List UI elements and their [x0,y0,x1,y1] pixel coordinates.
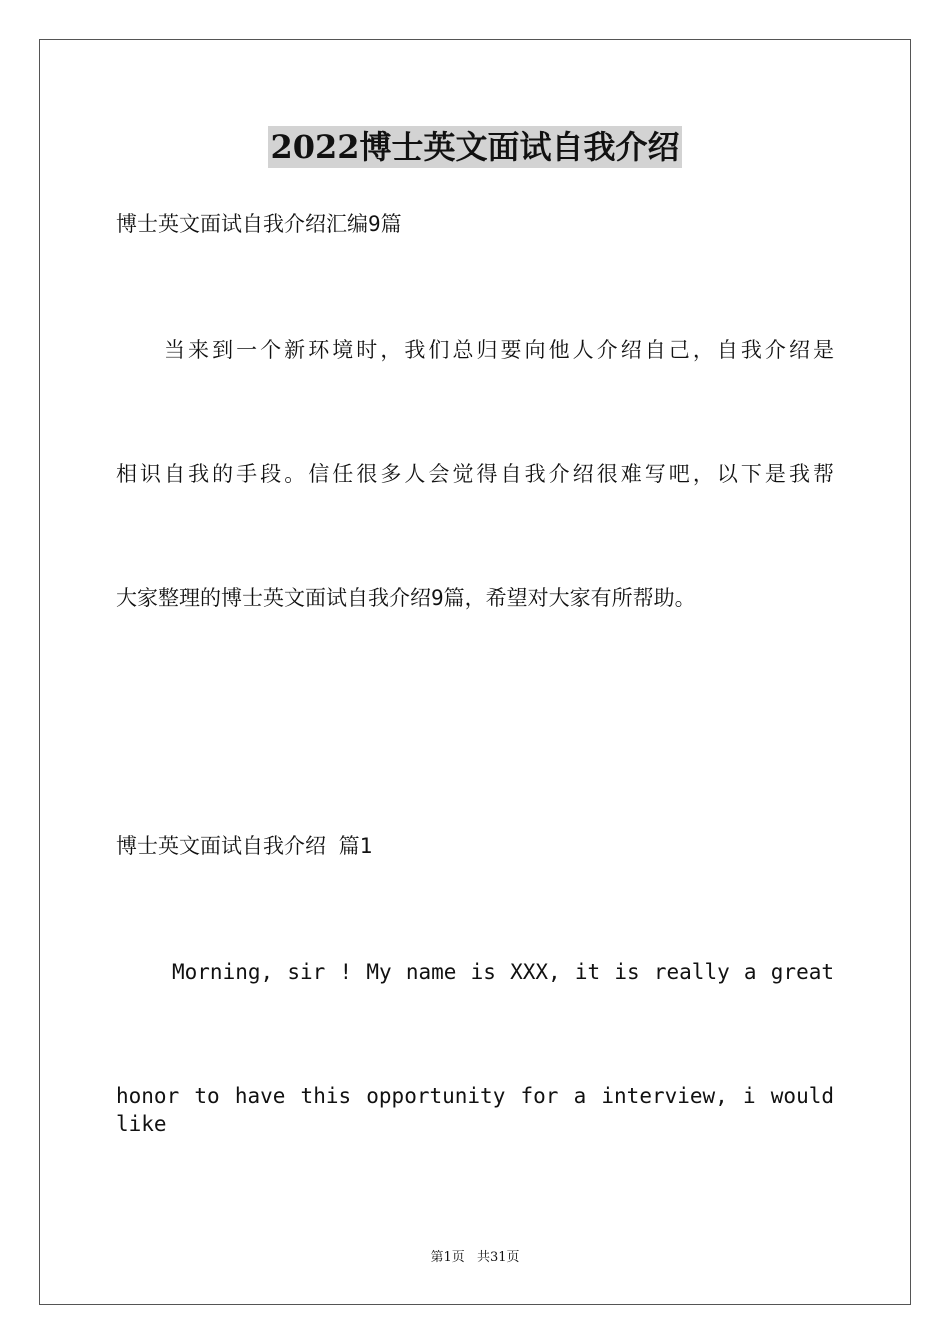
body-line-1: Morning, sir ! My name is XXX, it is really a great [172,960,834,984]
page-number-total: 共31页 [476,1250,520,1265]
page-footer [0,1246,950,1265]
page-number-current: 第1页 [430,1250,465,1265]
body-line-2: honor to have this opportunity for a interview, i would like [116,1084,834,1136]
intro-line-3: 大家整理的博士英文面试自我介绍9篇，希望对大家有所帮助。 [116,586,696,610]
document-subtitle: 博士英文面试自我介绍汇编9篇 [116,212,402,236]
title-container [0,126,950,168]
intro-line-2: 相识自我的手段。信任很多人会觉得自我介绍很难写吧，以下是我帮 [116,462,834,486]
document-title: 2022博士英文面试自我介绍 [270,128,680,166]
section-heading: 博士英文面试自我介绍 篇1 [116,834,373,858]
intro-line-1: 当来到一个新环境时，我们总归要向他人介绍自己，自我介绍是 [164,338,834,362]
